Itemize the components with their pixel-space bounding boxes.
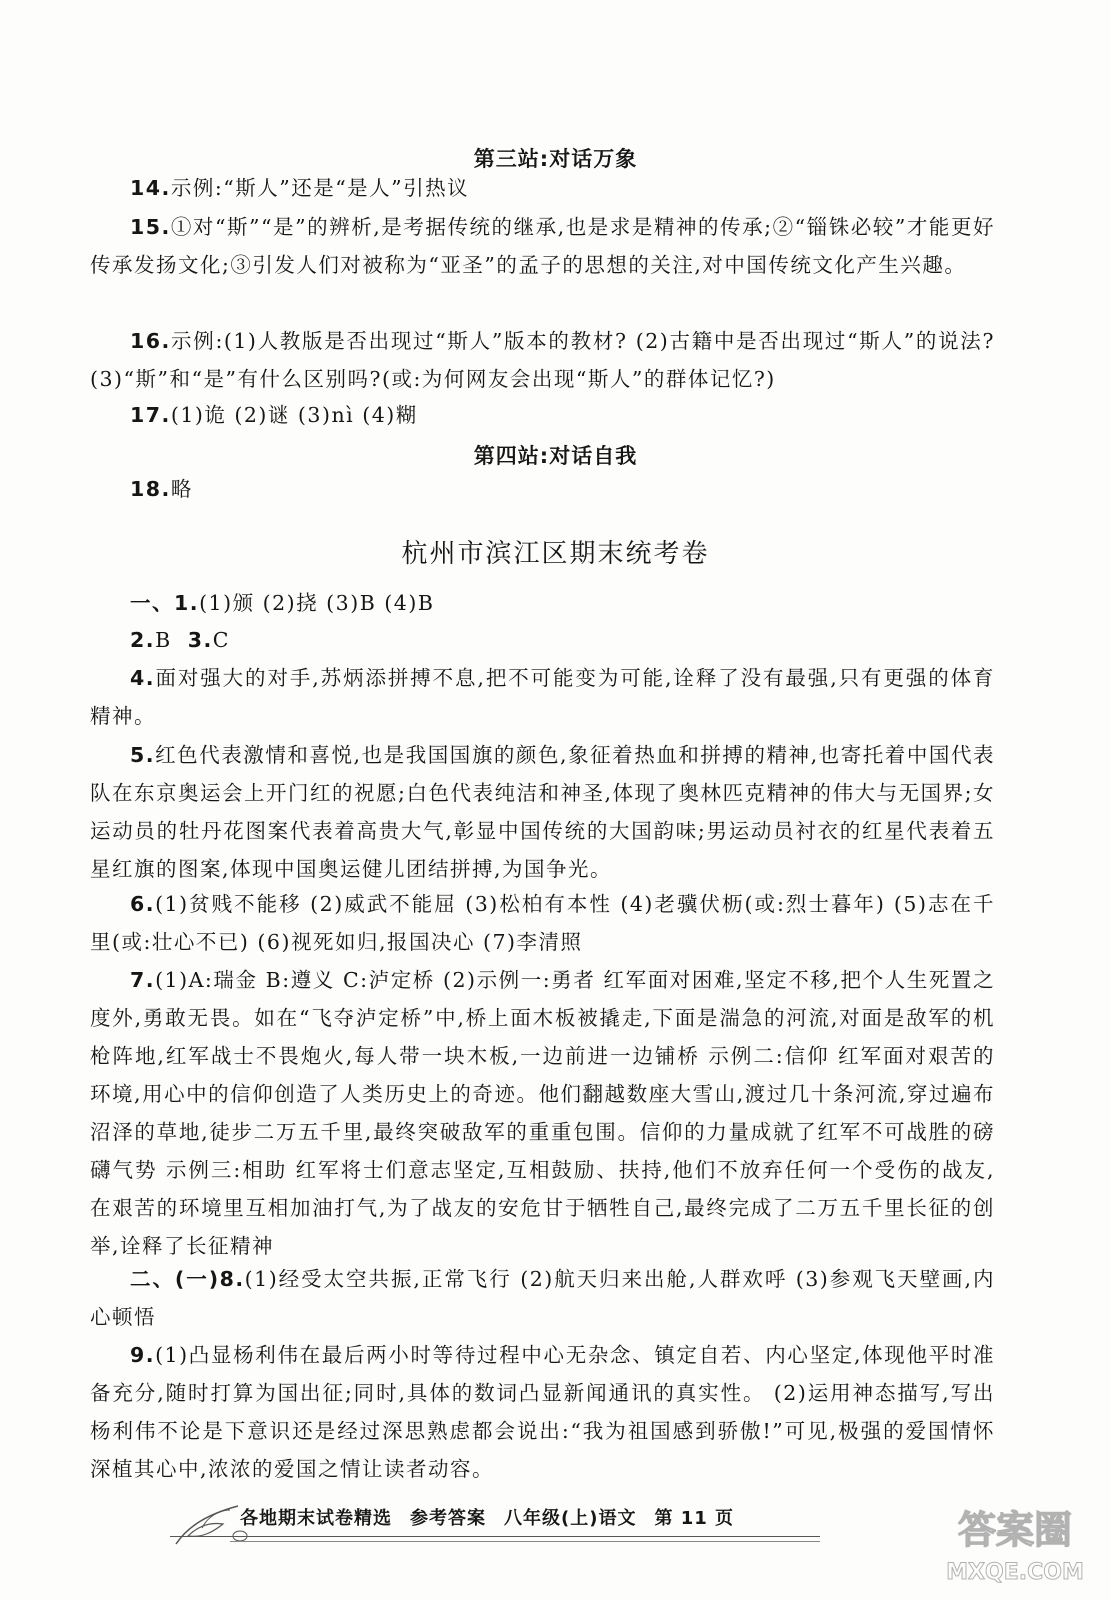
- answer-5: 5.红色代表激情和喜悦,也是我国国旗的颜色,象征着热血和拼搏的精神,也寄托着中国代表队在东京奥运会上开门红的祝愿;白色代表纯洁和神圣,体现了奥林匹克精神的伟大与无国界;女运动员的牡丹花图案代表着高贵大气,彰显中国传统的大国韵味;男运动员衬衣的红星代表着五星红旗的图案,体现中国奥运健儿团结拼搏,为国争光。: [90, 743, 995, 881]
- footer-grade-subject: 八年级(上)语文: [504, 1508, 637, 1529]
- answer-14: 14.示例:“斯人”还是“是人”引热议: [130, 176, 470, 200]
- section-three-title: 第三站:对话万象: [473, 147, 638, 171]
- section-four-title: 第四站:对话自我: [473, 444, 638, 468]
- answer-8: 二、(一)8.(1)经受太空共振,正常飞行 (2)航天归来出舱,人群欢呼 (3)参观飞天壁画,内心顿悟: [90, 1267, 995, 1329]
- answer-16: 16.示例:(1)人教版是否出现过“斯人”版本的教材? (2)古籍中是否出现过“斯人”的说法? (3)“斯”和“是”有什么区别吗?(或:为何网友会出现“斯人”的群体记忆?): [90, 329, 995, 391]
- watermark-brand: 答案圈: [957, 1508, 1073, 1552]
- answer-15: 15.①对“斯”“是”的辨析,是考据传统的继承,也是求是精神的传承;②“锱铢必较”才能更好传承发扬文化;③引发人们对被称为“亚圣”的孟子的思想的关注,对中国传统文化产生兴趣。: [90, 215, 995, 277]
- footer-page: 第 11 页: [654, 1508, 735, 1529]
- footer-answers: 参考答案: [410, 1508, 486, 1529]
- answer-18: 18.略: [130, 477, 193, 501]
- answer-2-3: 2.B 3.C: [130, 628, 230, 652]
- answer-1: 一、1.(1)颁 (2)挠 (3)B (4)B: [130, 591, 435, 615]
- answer-9: 9.(1)凸显杨利伟在最后两小时等待过程中心无杂念、镇定自若、内心坚定,体现他平时准备充分,随时打算为国出征;同时,具体的数词凸显新闻通讯的真实性。 (2)运用神态描写,写出杨利伟不论是下意识还是经过深思熟虑都会说出:“我为祖国感到骄傲!”可见,极强的爱国情怀深植其心中,浓浓的爱国之情让读者动容。: [90, 1343, 995, 1481]
- answer-4: 4.面对强大的对手,苏炳添拼搏不息,把不可能变为可能,诠释了没有最强,只有更强的体育精神。: [90, 666, 995, 728]
- footer-text: [240, 1504, 752, 1530]
- exam-title: 杭州市滨江区期末统考卷: [401, 539, 710, 569]
- footer-divider: [230, 1541, 820, 1542]
- watermark-url: MXQE.COM: [946, 1560, 1084, 1585]
- footer-series: 各地期末试卷精选: [240, 1508, 392, 1529]
- watermark-logo: [935, 1495, 1095, 1590]
- answer-17: 17.(1)诡 (2)谜 (3)nì (4)糊: [130, 403, 418, 427]
- answer-7: 7.(1)A:瑞金 B:遵义 C:泸定桥 (2)示例一:勇者 红军面对困难,坚定不移,把个人生死置之度外,勇敢无畏。如在“飞夺泸定桥”中,桥上面木板被撬走,下面是湍急的河流,对面是敌军的机枪阵地,红军战士不畏炮火,每人带一块木板,一边前进一边铺桥 示例二:信仰 红军面对艰苦的环境,用心中的信仰创造了人类历史上的奇迹。他们翻越数座大雪山,渡过几十条河流,穿过遍布沼泽的草地,徒步二万五千里,最终突破敌军的重重包围。信仰的力量成就了红军不可战胜的磅礴气势 示例三:相助 红军将士们意志坚定,互相鼓励、扶持,他们不放弃任何一个受伤的战友,在艰苦的环境里互相加油打气,为了战友的安危甘于牺牲自己,最终完成了二万五千里长征的创举,诠释了长征精神: [90, 968, 995, 1258]
- answer-6: 6.(1)贫贱不能移 (2)威武不能屈 (3)松柏有本性 (4)老骥伏枥(或:烈士暮年) (5)志在千里(或:壮心不已) (6)视死如归,报国决心 (7)李清照: [90, 892, 995, 954]
